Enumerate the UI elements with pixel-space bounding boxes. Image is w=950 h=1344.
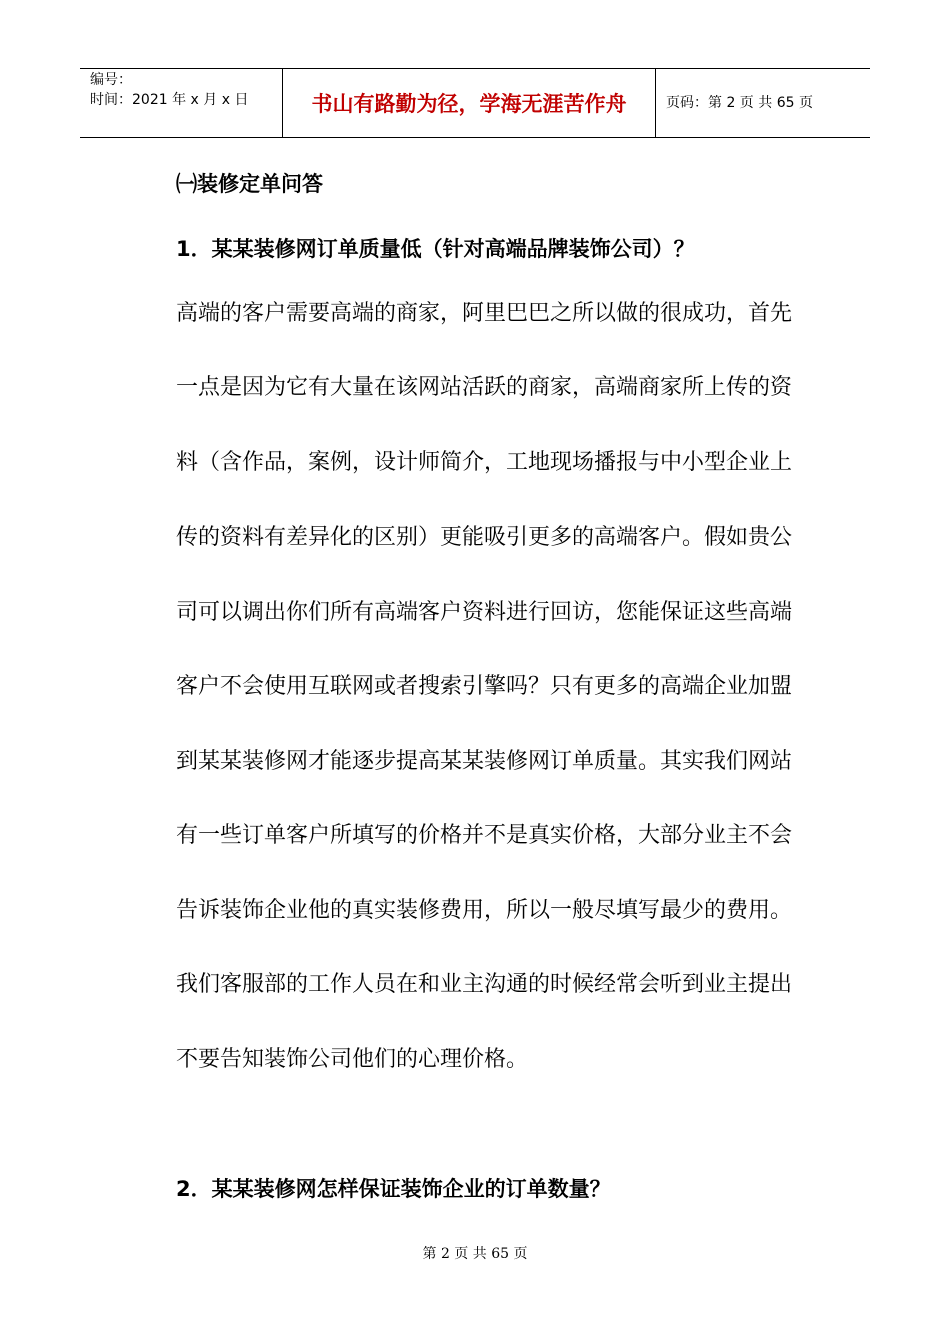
answer-line: 到某某装修网才能逐步提高某某装修网订单质量。其实我们网站 [176, 749, 793, 774]
header-page-cell [656, 69, 870, 137]
header-meta-cell [80, 69, 283, 137]
answer-line: 高端的客户需要高端的商家，阿里巴巴之所以做的很成功，首先 [176, 301, 793, 326]
answer-line: 一点是因为它有大量在该网站活跃的商家，高端商家所上传的资 [176, 375, 793, 400]
answer-line: 司可以调出你们所有高端客户资料进行回访，您能保证这些高端 [176, 600, 793, 625]
answer-line: 不要告知装饰公司他们的心理价格。 [176, 1047, 529, 1072]
question-1-title: 1．某某装修网订单质量低（针对高端品牌装饰公司）？ [176, 237, 695, 261]
question-2-title: 2．某某装修网怎样保证装饰企业的订单数量？ [176, 1177, 611, 1201]
answer-line: 料（含作品，案例，设计师简介，工地现场播报与中小型企业上 [176, 450, 793, 475]
header-page-info: 页码：第 2 页 共 65 页 [666, 95, 813, 111]
answer-line: 告诉装饰企业他的真实装修费用，所以一般尽填写最少的费用。 [176, 898, 793, 923]
page-footer: 第 2 页 共 65 页 [422, 1246, 528, 1262]
document-number-label: 编号： [90, 72, 132, 88]
answer-line: 客户不会使用互联网或者搜索引擎吗？只有更多的高端企业加盟 [176, 674, 793, 699]
document-date-label: 时间：2021 年 x 月 x 日 [90, 92, 249, 108]
header-motto: 书山有路勤为径，学海无涯苦作舟 [311, 91, 627, 116]
header-motto-cell [283, 69, 656, 137]
section-title: ㈠装修定单问答 [176, 172, 323, 196]
answer-line: 传的资料有差异化的区别）更能吸引更多的高端客户。假如贵公 [176, 525, 793, 550]
page-header [80, 68, 870, 138]
answer-line: 我们客服部的工作人员在和业主沟通的时候经常会听到业主提出 [176, 972, 793, 997]
answer-line: 有一些订单客户所填写的价格并不是真实价格，大部分业主不会 [176, 823, 793, 848]
